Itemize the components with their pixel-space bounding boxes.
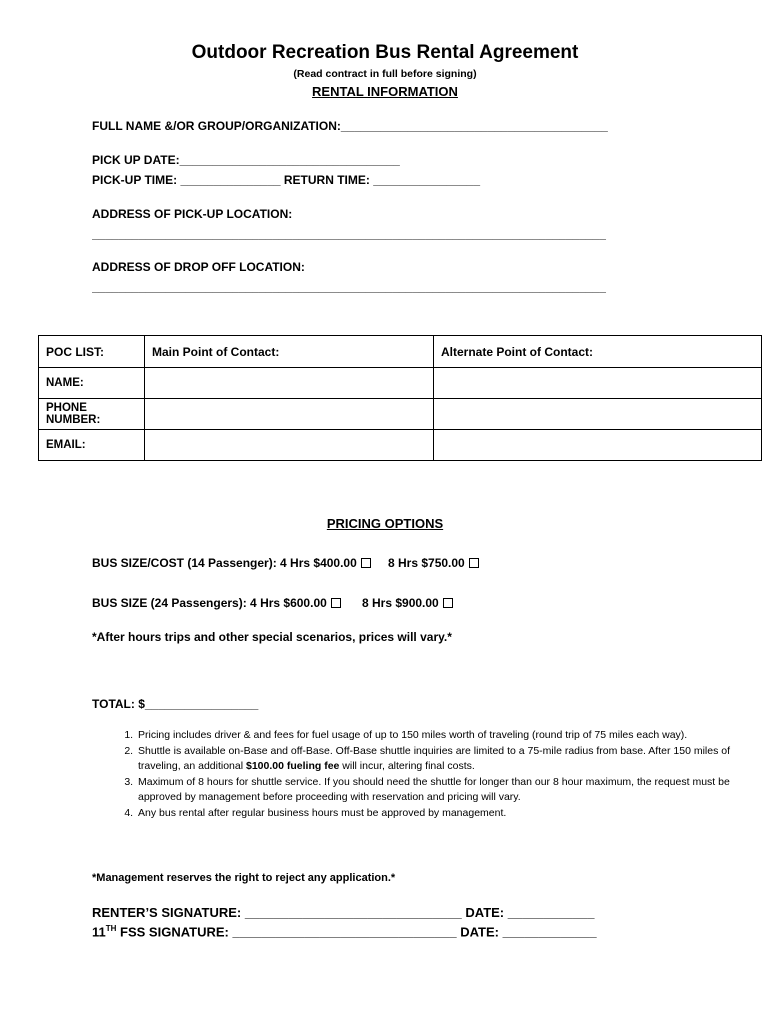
bus14-8hr-checkbox[interactable] — [469, 558, 479, 568]
poc-header-main: Main Point of Contact: — [145, 336, 434, 368]
bus24-8hr-checkbox[interactable] — [443, 598, 453, 608]
main-contact-email-cell[interactable] — [145, 430, 434, 461]
poc-row-label: PHONE NUMBER: — [39, 399, 145, 430]
poc-row-email — [39, 430, 762, 461]
fss-ordinal: TH — [105, 924, 117, 933]
poc-header-row — [39, 336, 762, 368]
bus24-8hr-label: 8 Hrs $900.00 — [362, 596, 439, 610]
dropoff-address-label: ADDRESS OF DROP OFF LOCATION: — [92, 260, 305, 274]
poc-row-name — [39, 368, 762, 399]
poc-table — [38, 335, 762, 461]
bus14-4hr-checkbox[interactable] — [361, 558, 371, 568]
pickup-address-line[interactable]: _____________________________________________________________________________ — [92, 227, 606, 241]
fss-number: 11 — [92, 924, 106, 940]
poc-row-phone — [39, 399, 762, 430]
terms-list — [92, 728, 736, 822]
bus14-8hr-label: 8 Hrs $750.00 — [388, 556, 465, 570]
full-name-field[interactable]: FULL NAME &/OR GROUP/ORGANIZATION:________________________________________ — [92, 119, 608, 133]
rental-information-heading: RENTAL INFORMATION — [312, 84, 458, 99]
bus24-8hr-option — [362, 596, 453, 610]
bus24-4hr-option — [92, 596, 341, 610]
main-contact-phone-cell[interactable] — [145, 399, 434, 430]
alternate-contact-name-cell[interactable] — [434, 368, 762, 399]
poc-row-label: NAME: — [39, 368, 145, 399]
poc-row-label: EMAIL: — [39, 430, 145, 461]
pickup-return-time-field[interactable]: PICK-UP TIME: _______________ RETURN TIME: ________________ — [92, 173, 480, 187]
alternate-contact-phone-cell[interactable] — [434, 399, 762, 430]
dropoff-address-line[interactable]: _____________________________________________________________________________ — [92, 280, 606, 294]
poc-header-alternate: Alternate Point of Contact: — [434, 336, 762, 368]
terms-item: 1. Pricing includes driver & and fees for fuel usage of up to 150 miles worth of traveling (round trip of 75 miles each way). — [136, 728, 736, 744]
pickup-address-label: ADDRESS OF PICK-UP LOCATION: — [92, 207, 293, 221]
terms-item: 3. Maximum of 8 hours for shuttle service. If you should need the shuttle for longer than our 8 hour maximum, the request must be approved by management before proceeding with reservation and pricing will vary. — [136, 775, 736, 806]
alternate-contact-email-cell[interactable] — [434, 430, 762, 461]
fss-signature-field[interactable] — [92, 924, 597, 939]
pickup-date-field[interactable]: PICK UP DATE:_________________________________ — [92, 153, 400, 167]
bus24-4hr-label: BUS SIZE (24 Passengers): 4 Hrs $600.00 — [92, 596, 327, 610]
renter-signature-field[interactable]: RENTER’S SIGNATURE: ______________________________ DATE: ____________ — [92, 905, 595, 920]
management-reserves-note: *Management reserves the right to reject any application.* — [92, 872, 396, 884]
terms-item-text: will incur, altering final costs. — [339, 760, 475, 773]
fueling-fee-text: $100.00 fueling fee — [246, 760, 340, 773]
bus14-4hr-label: BUS SIZE/COST (14 Passenger): 4 Hrs $400.00 — [92, 556, 357, 570]
bus14-4hr-option — [92, 556, 371, 570]
main-contact-name-cell[interactable] — [145, 368, 434, 399]
after-hours-note: *After hours trips and other special scenarios, prices will vary.* — [92, 630, 452, 644]
bus14-8hr-option — [388, 556, 479, 570]
page-title: Outdoor Recreation Bus Rental Agreement — [191, 42, 579, 63]
page-subtitle: (Read contract in full before signing) — [293, 68, 477, 80]
pricing-options-heading: PRICING OPTIONS — [326, 516, 444, 531]
total-field[interactable]: TOTAL: $_________________ — [92, 697, 259, 711]
terms-item — [136, 744, 736, 775]
bus24-4hr-checkbox[interactable] — [331, 598, 341, 608]
fss-signature-text: FSS SIGNATURE: _______________________________ DATE: _____________ — [116, 924, 597, 940]
terms-item: 4. Any bus rental after regular business hours must be approved by management. — [136, 806, 736, 822]
terms-item-text: Shuttle is available on-Base and off-Base. Off-Base shuttle inquiries are limited to a 75-mile radius from base. After 150 miles of traveling, an additional — [138, 744, 730, 773]
poc-header-list: POC LIST: — [39, 336, 145, 368]
